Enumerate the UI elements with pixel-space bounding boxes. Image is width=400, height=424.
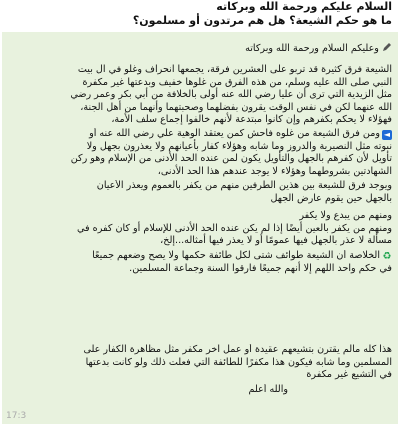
paragraph-1 <box>8 64 392 127</box>
paragraph-1-line: النبي صلى الله عليه وسلم، من هذه الفرق من غلوها خفيف وبدعتها غير مكفرة <box>82 76 392 88</box>
paragraph-4-line: ومنهم من يكفر بالعين أيضًا إذا لم يكن عنده الحد الأدنى للإسلام أو كان كفره في <box>77 222 392 234</box>
paragraph-2-line: ومن فرق الشيعة من غلوه فاحش كمن يعتقد الوهية علي رضي الله عنه أو <box>89 128 380 139</box>
paragraph-5-line: الخلاصة أن الشيعة طوائف شتى لكل طائفة حكمها ولا يصح وضعهم جميعًا <box>92 250 380 261</box>
paragraph-4-line: ومنهم من يبدع ولا يكفر <box>299 210 392 221</box>
paragraph-2-line: الشهادتين بشروطهما وهؤلاء لا يوجد عندهم هذا الحد الأدنى، <box>157 165 392 177</box>
paragraph-3-line: بالجهل حين يقوم عارض الجهل <box>270 192 392 204</box>
answer-message <box>2 32 398 424</box>
paragraph-1-line: الله عنهما لكن في نفس الوقت يقرون بفضلهما وصحبتهما وأنهما من أهل الجنة، <box>80 101 392 113</box>
pencil-icon <box>382 42 392 52</box>
paragraph-3 <box>8 180 392 205</box>
question-greeting: السلام عليكم ورحمة الله وبركاته <box>216 0 392 13</box>
answer-greeting-line <box>8 42 392 56</box>
back-arrow-icon: ◄ <box>383 130 391 139</box>
paragraph-6-line: هذا كله مالم يقترن بتشيعهم عقيدة أو عمل آخر مكفر مثل مظاهرة الكفار على <box>83 344 392 355</box>
answer-greeting: وعليكم السلام ورحمة الله وبركاته <box>245 43 379 54</box>
paragraph-6-line: في التشيع غير مكفرة <box>306 369 392 381</box>
paragraph-2-line: تأويل لأن كفرهم بالجهل والتأويل يكون لمن عنده الحد الأدنى من الإسلام وهو ركن <box>70 153 392 165</box>
question-text: ما هو حكم الشيعة؟ هل هم مرتدون أو مسلمون؟ <box>132 14 392 27</box>
question-message <box>0 0 400 30</box>
paragraph-1-line: الشيعة فرق كثيرة قد تربو على العشرين فرقة، يجمعها انحراف وغلو في آل بيت <box>77 64 392 75</box>
paragraph-2-line: نبوته مثل النصيرية والدروز وما شابه وهؤلاء كفار بأعيانهم ولا يعذرون بجهل ولا <box>86 140 392 152</box>
paragraph-5 <box>8 250 392 275</box>
paragraph-1-line: مثل الزيدية التي ترى أن عليا رضي الله عنه أولى بالخلافة من أبي بكر وعمر رضي <box>70 89 392 101</box>
paragraph-4 <box>8 210 392 248</box>
paragraph-4-line: مسألة لا عذر بالجهل فيها عمومًا أو لا يعذر فيها أمثاله...إلخ، <box>160 235 392 247</box>
paragraph-6-line: المسلمين وما شابه فيكون هذا مكفرًا للطائفة التي فعلت ذلك ولو كانت بدعتها <box>85 356 392 368</box>
closing-text: والله أعلم <box>248 384 288 395</box>
paragraph-2 <box>8 128 392 178</box>
paragraph-6 <box>8 344 392 382</box>
paragraph-3-line: ويوجد فرق للشيعة بين هذين الطرفين منهم من يكفر بالعموم ويعذر الأعيان <box>96 180 392 191</box>
paragraph-5-line: في حكم واحد اللهم إلا أنهم جميعًا فارقوا السنة وجماعة المسلمين. <box>129 262 392 274</box>
message-timestamp: 17:3 <box>6 411 27 421</box>
recycle-icon: ♻ <box>382 251 392 262</box>
paragraph-1-line: فهؤلاء لا يحكم بكفرهم وإن كانوا مبتدعة لأنهم خالفوا إجماع سلف الأمة، <box>111 114 392 126</box>
